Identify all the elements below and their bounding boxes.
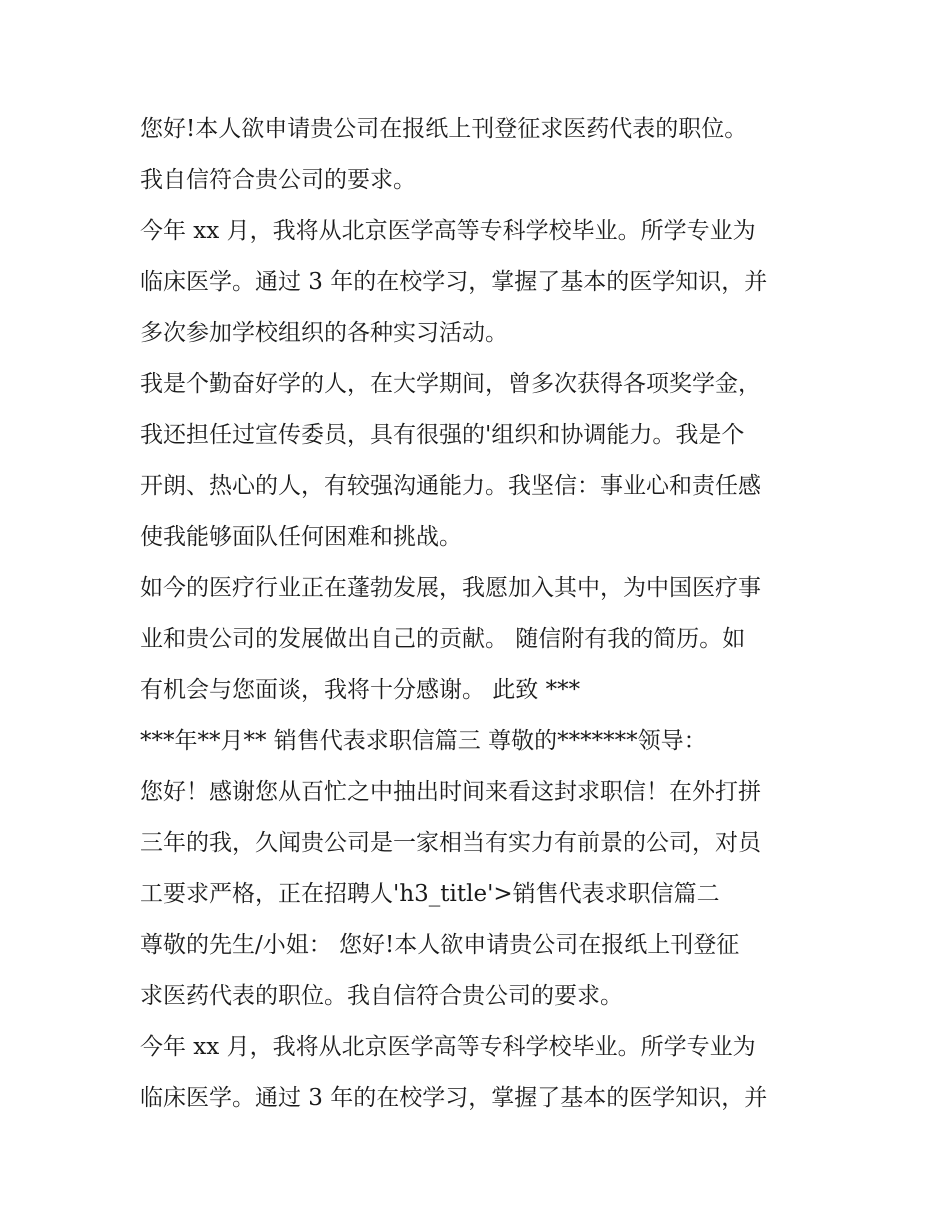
text-line: 临床医学。通过 3 年的在校学习，掌握了基本的医学知识，并 [140,1085,768,1111]
text-line: 今年 xx 月，我将从北京医学高等专科学校毕业。所学专业为 [140,218,756,244]
text-line: 如今的医疗行业正在蓬勃发展，我愿加入其中，为中国医疗事 [140,575,761,601]
text-line: 我还担任过宣传委员，具有很强的'组织和协调能力。我是个 [140,422,745,448]
text-line: 我自信符合贵公司的要求。 [140,167,416,193]
text-line: 开朗、热心的人，有较强沟通能力。我坚信：事业心和责任感 [140,473,761,499]
text-line: 三年的我，久闻贵公司是一家相当有实力有前景的公司，对员 [140,830,761,856]
text-line: ***年**月** 销售代表求职信篇三 尊敬的*******领导： [140,728,707,754]
text-line: 今年 xx 月，我将从北京医学高等专科学校毕业。所学专业为 [140,1034,756,1060]
text-line: 您好！感谢您从百忙之中抽出时间来看这封求职信！在外打拼 [140,779,761,805]
text-line: 求医药代表的职位。我自信符合贵公司的要求。 [140,983,623,1009]
text-line: 尊敬的先生/小姐： 您好!本人欲申请贵公司在报纸上刊登征 [140,932,740,958]
text-line: 工要求严格，正在招聘人'h3_title'>销售代表求职信篇二 [140,881,720,907]
text-line: 使我能够面队任何困难和挑战。 [140,524,462,550]
text-line: 临床医学。通过 3 年的在校学习，掌握了基本的医学知识，并 [140,269,768,295]
text-line: 有机会与您面谈，我将十分感谢。 此致 *** [140,677,581,703]
text-line: 我是个勤奋好学的人，在大学期间，曾多次获得各项奖学金， [140,371,761,397]
text-line: 您好!本人欲申请贵公司在报纸上刊登征求医药代表的职位。 [140,116,748,142]
text-line: 业和贵公司的发展做出自己的贡献。 随信附有我的简历。如 [140,626,746,652]
text-line: 多次参加学校组织的各种实习活动。 [140,320,508,346]
document-body [140,104,820,1124]
